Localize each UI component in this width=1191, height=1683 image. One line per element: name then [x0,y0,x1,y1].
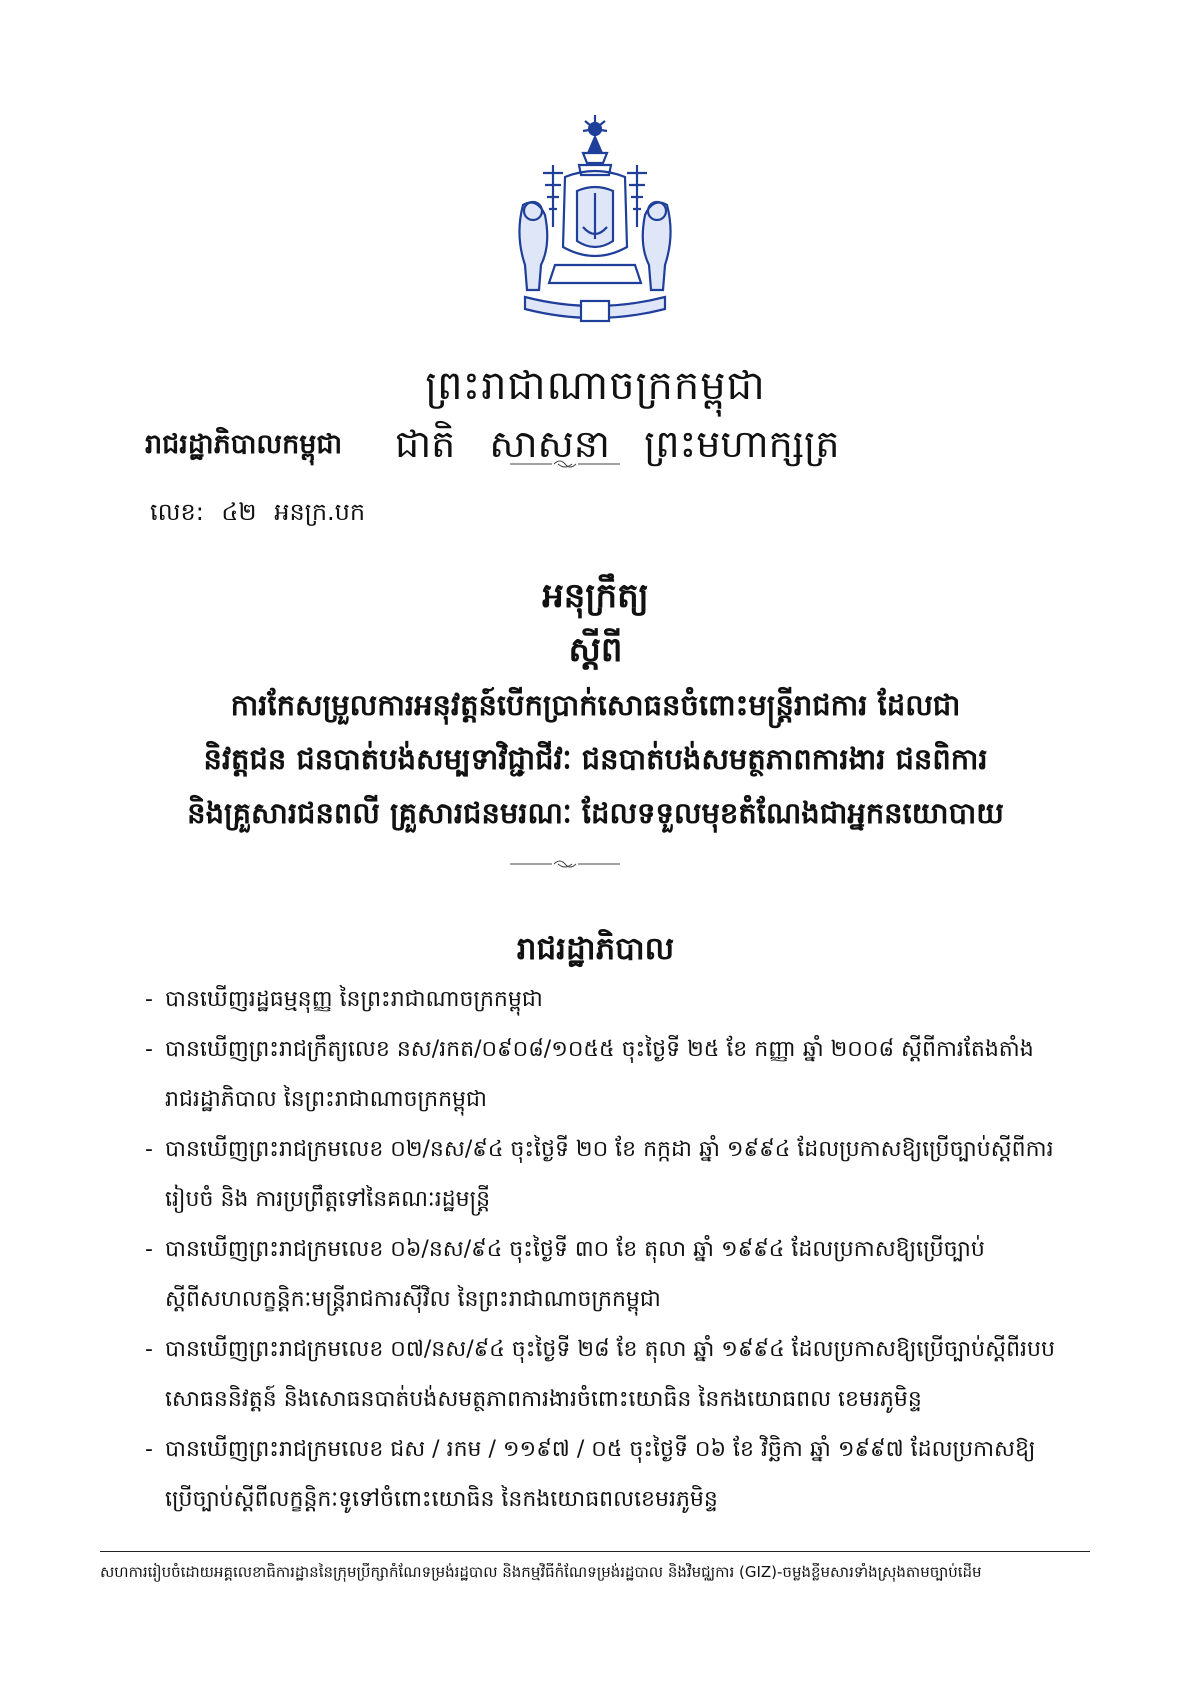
subject-line: និវត្តជន ជនបាត់បង់សម្បទាវិជ្ជាជីវៈ ជនបាត់បង់សមត្ថភាពការងារ ជនពិការ [203,742,988,776]
kingdom-title: ព្រះរាជាណាចក្រកម្ពុជា [425,363,766,409]
document-about: ស្តីពី [568,630,623,670]
footer-divider [100,1551,1090,1552]
consideration-item: - បានឃើញរដ្ឋធម្មនុញ្ញ នៃព្រះរាជាណាចក្រកម្ពុជា [145,975,1055,1025]
consideration-item: - បានឃើញព្រះរាជក្រមលេខ ០៦/នស/៩៤ ចុះថ្ងៃទី ៣០ ខែ តុលា ឆ្នាំ ១៩៩៤ ដែលប្រកាសឱ្យប្រើច្បាប់ស្តីពីសហលក្ខន្តិកៈមន្ត្រីរាជការស៊ីវិល នៃព្រះរាជាណាចក្រកម្ពុជា [145,1225,1055,1325]
ornamental-divider-icon [510,856,620,872]
ornamental-divider-icon [510,456,620,472]
considerations-list [145,975,1055,1525]
consideration-item: - បានឃើញព្រះរាជក្រឹត្យលេខ នស/រកត/០៩០៨/១០៥៥ ចុះថ្ងៃទី ២៥ ខែ កញ្ញា ឆ្នាំ ២០០៨ ស្តីពីការតែងតាំងរាជរដ្ឋាភិបាល នៃព្រះរាជាណាចក្រកម្ពុជា [145,1025,1055,1125]
royal-coat-of-arms-icon [505,115,685,330]
national-motto: ជាតិ សាសនា ព្រះមហាក្សត្រ [395,422,840,466]
issuer-heading: រាជរដ្ឋាភិបាល [516,931,675,967]
footer-note: សហការរៀបចំដោយអគ្គលេខាធិការដ្ឋាននៃក្រុមប្រឹក្សាកំណែទម្រង់រដ្ឋបាល និងកម្មវិធីកំណែទម្រង់រដ្ឋបាល និងវិមជ្ឈការ (GIZ)-ចម្លងខ្លឹមសារទាំងស្រុងតាមច្បាប់ដើម [100,1563,982,1581]
subject-line: និងគ្រួសារជនពលី គ្រួសារជនមរណៈ ដែលទទួលមុខតំណែងជាអ្នកនយោបាយ [187,796,1004,830]
consideration-item: - បានឃើញព្រះរាជក្រមលេខ ជស / រកម / ១១៩៧ / ០៥ ចុះថ្ងៃទី ០៦ ខែ វិច្ឆិកា ឆ្នាំ ១៩៩៧ ដែលប្រកាសឱ្យប្រើច្បាប់ស្តីពីលក្ខន្តិកៈទូទៅចំពោះយោធិន នៃកងយោធពលខេមរភូមិន្ទ [145,1425,1055,1525]
subject-line: ការកែសម្រួលការអនុវត្តន៍បើកប្រាក់សោធនចំពោះមន្ត្រីរាជការ ដែលជា [230,688,961,722]
government-name: រាជរដ្ឋាភិបាលកម្ពុជា [145,429,343,460]
consideration-item: - បានឃើញព្រះរាជក្រមលេខ ០៧/នស/៩៤ ចុះថ្ងៃទី ២៨ ខែ តុលា ឆ្នាំ ១៩៩៤ ដែលប្រកាសឱ្យប្រើច្បាប់ស្តីពីរបបសោធននិវត្តន៍ និងសោធនបាត់បង់សមត្ថភាពការងារចំពោះយោធិន នៃកងយោធពល ខេមរភូមិន្ទ [145,1325,1055,1425]
reference-number: លេខ: ៤២ អនក្រ.បក [150,498,366,526]
consideration-item: - បានឃើញព្រះរាជក្រមលេខ ០២/នស/៩៤ ចុះថ្ងៃទី ២០ ខែ កក្កដា ឆ្នាំ ១៩៩៤ ដែលប្រកាសឱ្យប្រើច្បាប់ស្តីពីការរៀបចំ និង ការប្រព្រឹត្តទៅនៃគណៈរដ្ឋមន្ត្រី [145,1125,1055,1225]
document-type: អនុក្រឹត្យ [542,576,649,616]
